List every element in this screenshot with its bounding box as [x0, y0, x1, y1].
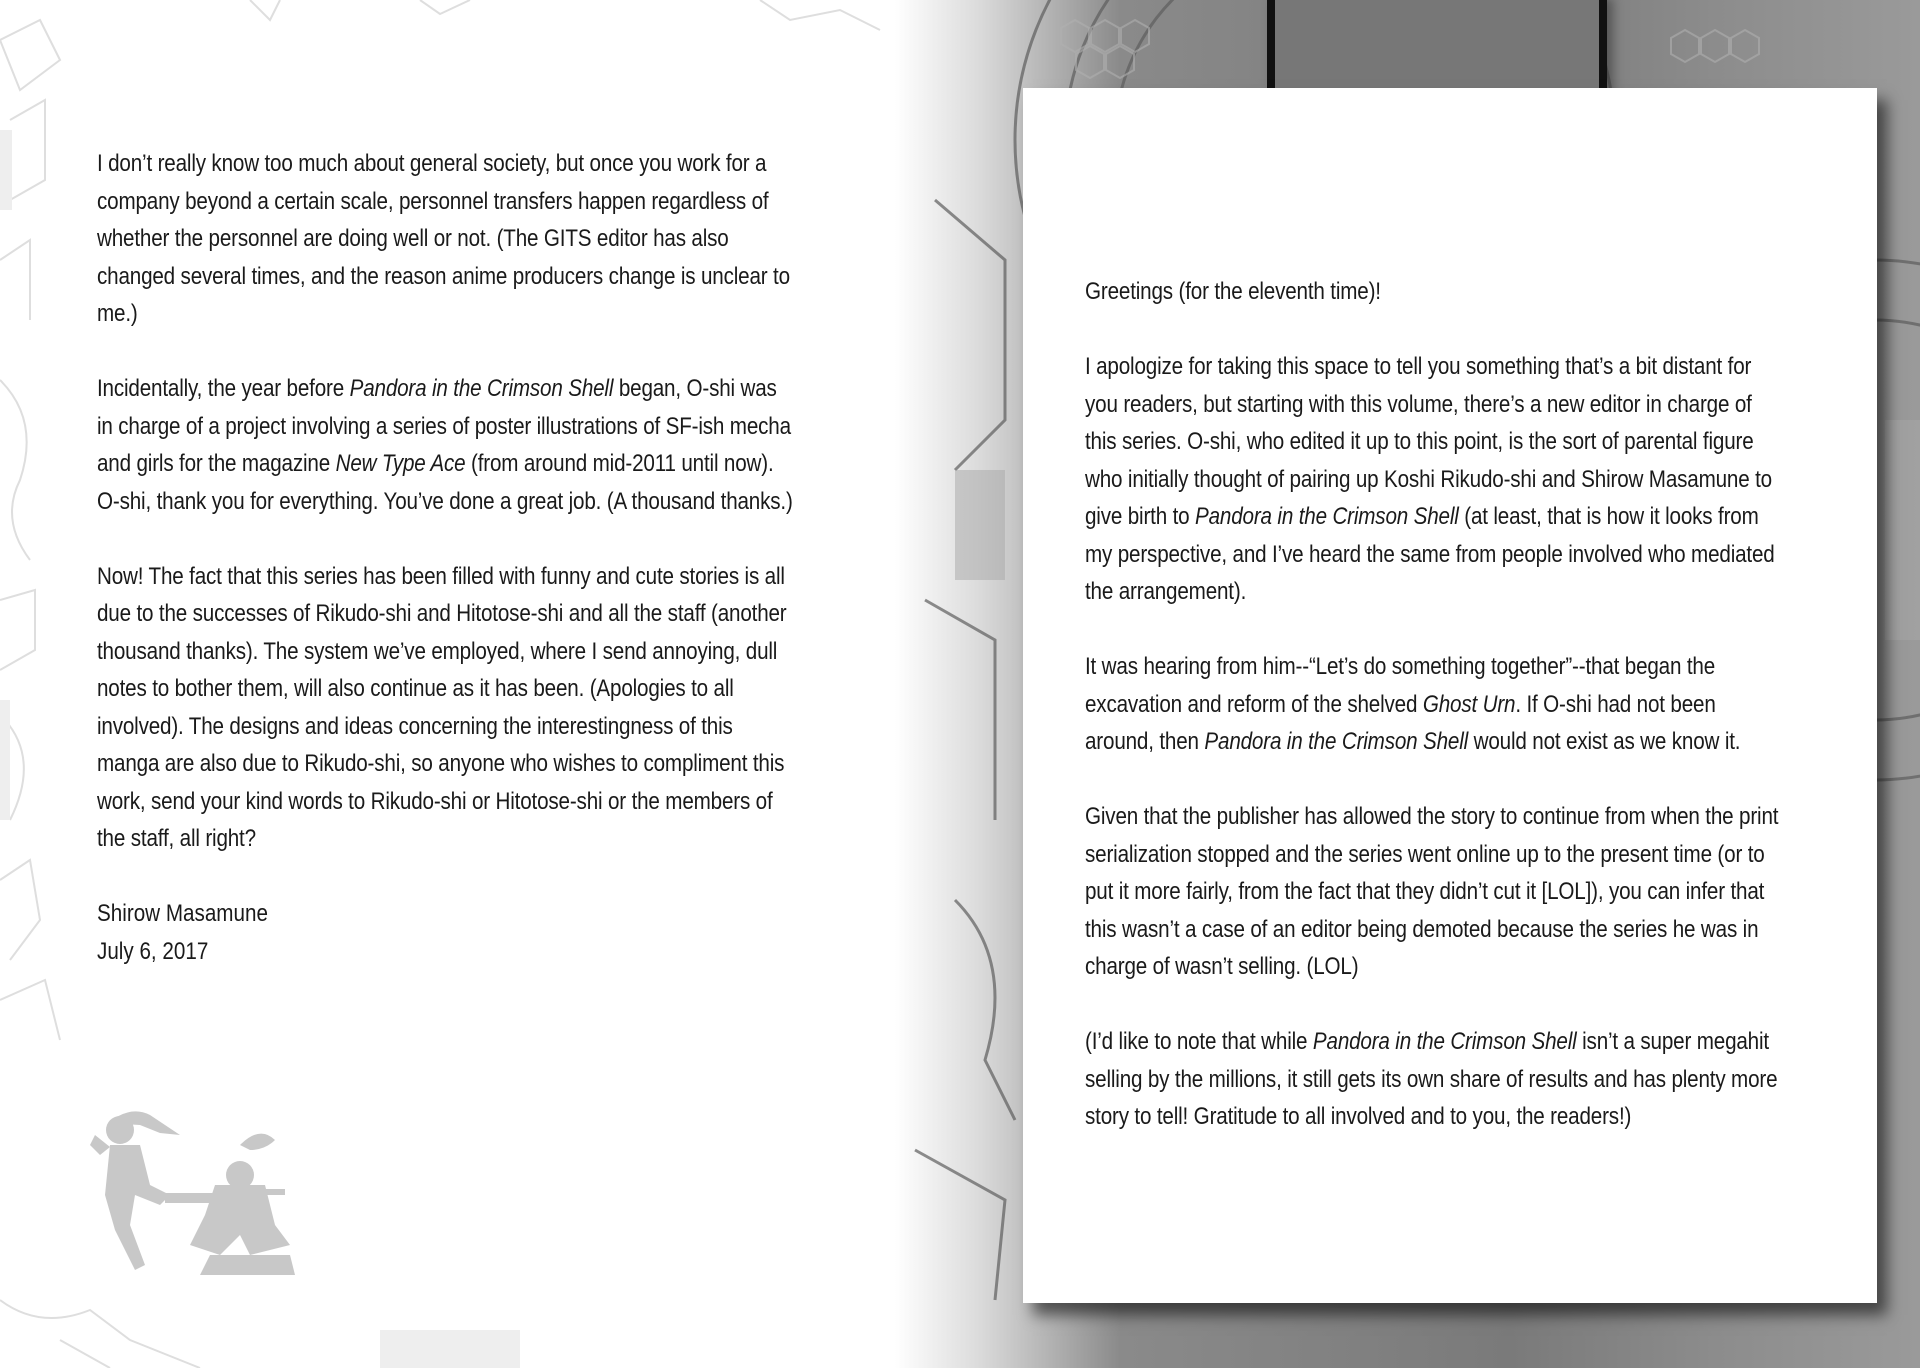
left-paragraph-2-series-title: Pandora in the Crimson Shell [349, 375, 614, 402]
left-page [0, 0, 895, 1368]
signature-date: July 6, 2017 [97, 937, 209, 965]
left-page-text [97, 145, 797, 970]
right-paragraph-1-part-b: (at least, that is how it looks from my perspective, and I’ve heard the same from people involved who mediated the arrangement). [1085, 503, 1775, 605]
right-paragraph-3: Given that the publisher has allowed the story to continue from when the print serialization stopped and the series went online up to the present time (or to put it more fairly, from the fact that they didn’t cut it [LOL]), you can infer that this wasn’t a case of an editor being demoted because the series he was in charge of wasn’t selling. (LOL) [1085, 803, 1779, 980]
left-paragraph-2 [97, 370, 798, 520]
right-paragraph-2-part-c: would not exist as we know it. [1468, 728, 1741, 755]
left-paragraph-2-magazine-title: New Type Ace [335, 450, 466, 477]
right-paragraph-1-series-title: Pandora in the Crimson Shell [1195, 503, 1459, 530]
right-paragraph-2-series-title: Pandora in the Crimson Shell [1204, 728, 1469, 755]
right-paragraph-1 [1085, 348, 1786, 611]
right-page [895, 0, 1920, 1368]
left-paragraph-2-part-a: Incidentally, the year before [97, 375, 350, 402]
right-paragraph-2-ghost-urn-title: Ghost Urn [1422, 690, 1516, 718]
note-paper [1023, 88, 1877, 1303]
right-paragraph-4-series-title: Pandora in the Crimson Shell [1312, 1028, 1577, 1055]
right-greeting: Greetings (for the eleventh time)! [1085, 278, 1381, 305]
left-paragraph-2-part-b: began, O-shi was in charge of a project involving a series of poster illustrations of SF-ish mecha and girls for the magazine [97, 375, 791, 477]
right-paragraph-2 [1085, 648, 1786, 761]
right-paragraph-4-part-b: isn’t a super megahit selling by the millions, it still gets its own share of results and has plenty more story to tell! Gratitude to all involved and to you, the readers!) [1085, 1028, 1778, 1130]
left-paragraph-2-part-c: (from around mid-2011 until now). O-shi, thank you for everything. You’ve done a great job. (A thousand thanks.) [97, 450, 793, 515]
character-silhouettes-icon [90, 1105, 330, 1305]
signature-name: Shirow Masamune [97, 900, 268, 927]
left-paragraph-1: I don’t really know too much about general society, but once you work for a company beyond a certain scale, personnel transfers happen regardless of whether the personnel are doing well or not. (The GITS editor has also changed several times, and the reason anime producers change is unclear to me.) [97, 150, 790, 327]
right-paragraph-4-part-a: (I’d like to note that while [1085, 1028, 1313, 1055]
right-paragraph-2-part-a: It was hearing from him--“Let’s do something together”--that began the excavation and reform of the shelved [1085, 653, 1716, 718]
left-paragraph-3: Now! The fact that this series has been filled with funny and cute stories is all due to the successes of Rikudo-shi and Hitotose-shi and all the staff (another thousand thanks). The system we’ve employed, where I send annoying, dull notes to bother them, will also continue as it has been. (Apologies to all involved). The designs and ideas concerning the interestingness of this manga are also due to Rikudo-shi, so anyone who wishes to compliment this work, send your kind words to Rikudo-shi or Hitotose-shi or the members of the staff, all right? [97, 562, 787, 852]
right-paragraph-1-part-a: I apologize for taking this space to tell you something that’s a bit distant for you readers, but starting with this volume, there’s a new editor in charge of this series. O-shi, who edited it up to this point, is the sort of parental figure who initially thought of pairing up Koshi Rikudo-shi and Shirow Masamune to give birth to [1085, 353, 1772, 530]
right-paragraph-4 [1085, 1023, 1786, 1136]
right-paragraph-2-part-b: . If O-shi had not been around, then [1085, 690, 1716, 755]
right-page-text [1085, 273, 1855, 1173]
